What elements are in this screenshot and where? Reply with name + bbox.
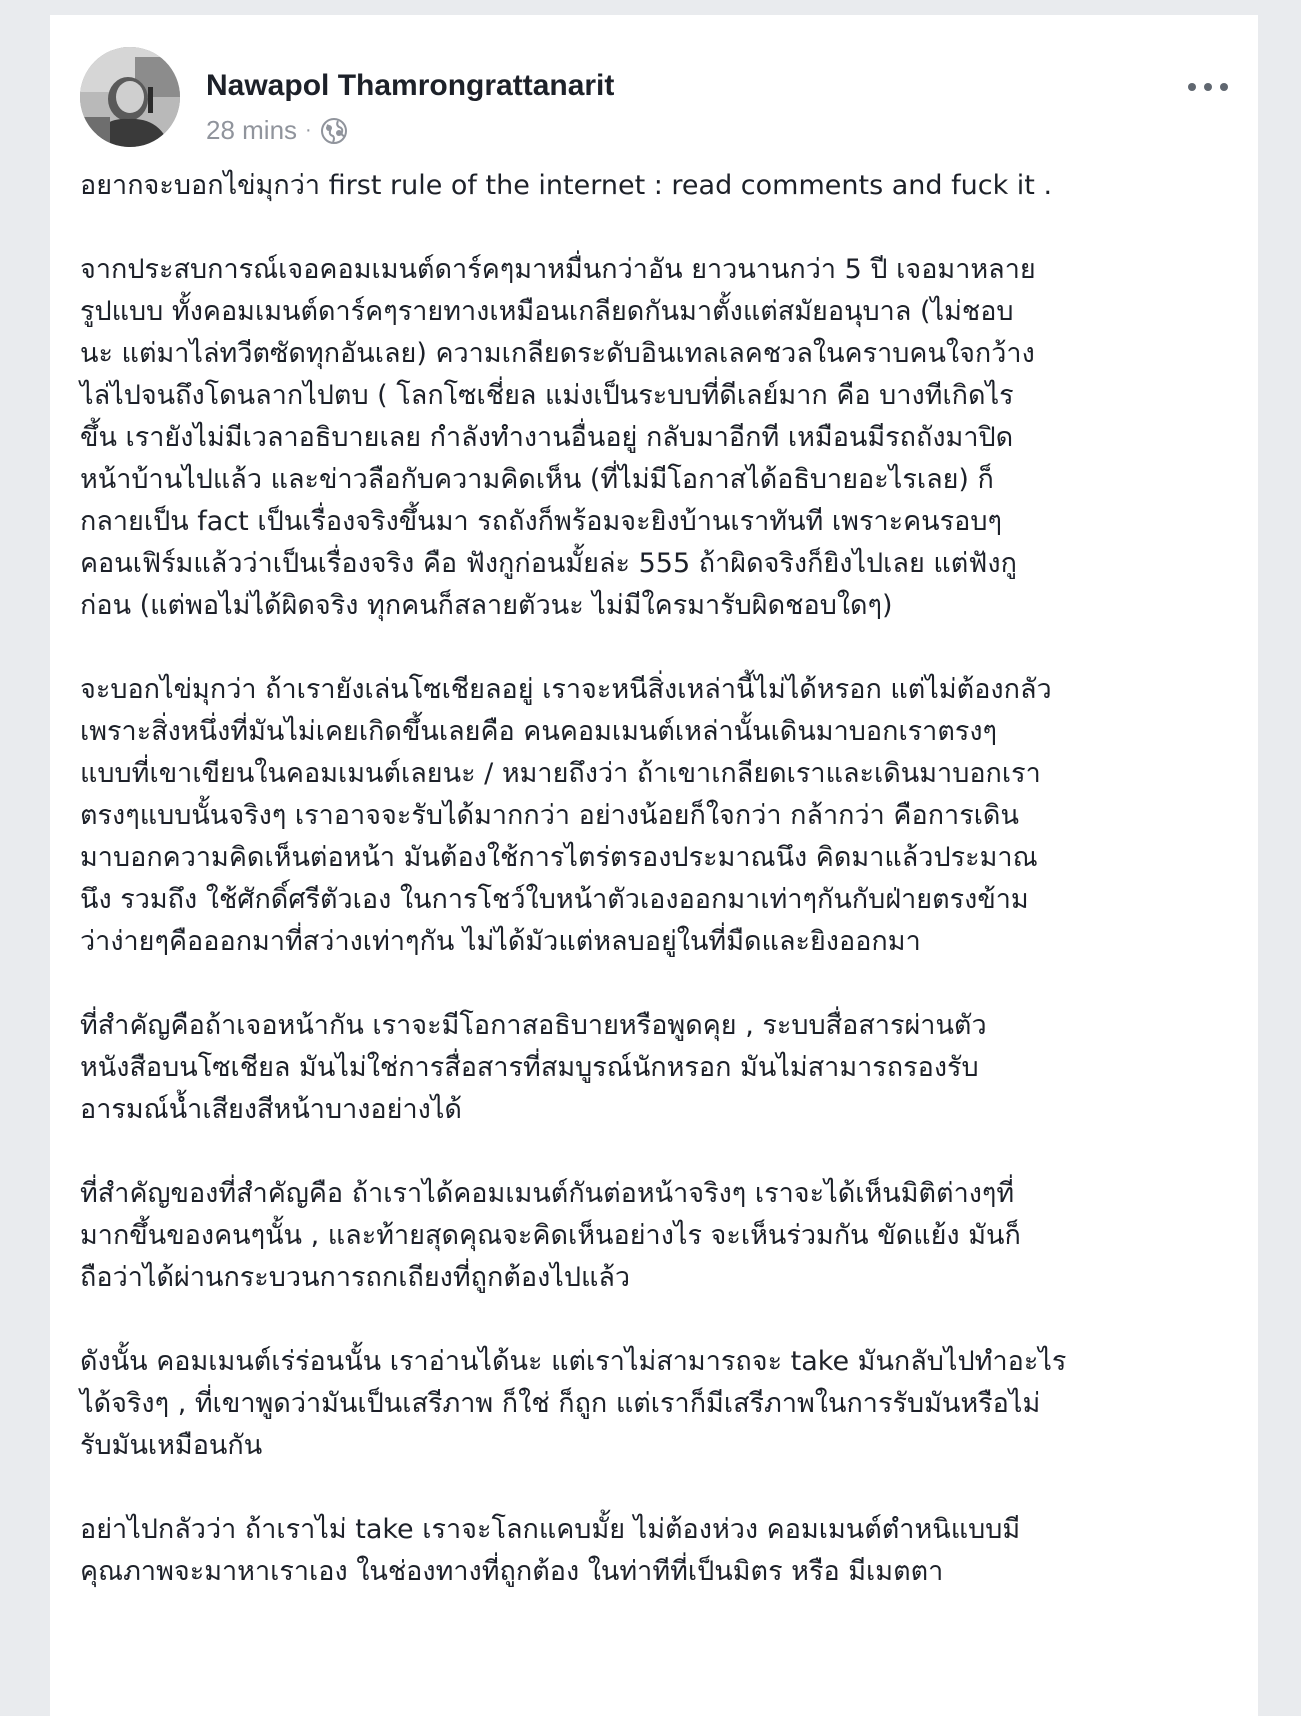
globe-icon[interactable] [320,117,348,145]
post-paragraph: ที่สำคัญคือถ้าเจอหน้ากัน เราจะมีโอกาสอธิบายหรือพูดคุย , ระบบสื่อสารผ่านตัว หนังสือบนโซเชียล มันไม่ใช่การสื่อสารที่สมบูรณ์นักหรอก มันไม่สามารถรองรับ อารมณ์น้ำเสียงสีหน้าบางอย่างได้ [80,1010,987,1125]
ellipsis-icon[interactable] [1188,77,1228,97]
post-card [50,15,1258,1716]
post-timestamp[interactable]: 28 mins [206,115,298,145]
author-avatar[interactable] [80,47,180,147]
post-paragraph: อยากจะบอกไข่มุกว่า first rule of the internet : read comments and fuck it . [80,170,1053,201]
post-paragraph: อย่าไปกลัวว่า ถ้าเราไม่ take เราจะโลกแคบมั้ย ไม่ต้องห่วง คอมเมนต์ตำหนิแบบมี คุณภาพจะมาหาเราเอง ในช่องทางที่ถูกต้อง ในท่าทีที่เป็นมิตร หรือ มีเมตตา [80,1514,1021,1587]
post-paragraph: ที่สำคัญของที่สำคัญคือ ถ้าเราได้คอมเมนต์กันต่อหน้าจริงๆ เราจะได้เห็นมิติต่างๆที่ มากขึ้นของคนๆนั้น , และท้ายสุดคุณจะคิดเห็นอย่างไร จะเห็นร่วมกัน ขัดแย้ง มันก็ ถือว่าได้ผ่านกระบวนการถกเถียงที่ถูกต้องไปแล้ว [80,1178,1021,1293]
author-name[interactable]: Nawapol Thamrongrattanarit [206,69,615,102]
post-body [80,165,1230,1593]
ellipsis-dot [1220,83,1228,91]
post-paragraph: จากประสบการณ์เจอคอมเมนต์ดาร์คๆมาหมื่นกว่าอัน ยาวนานกว่า 5 ปี เจอมาหลาย รูปแบบ ทั้งคอมเมนต์ดาร์คๆรายทางเหมือนเกลียดกันมาตั้งแต่สมัยอนุบาล (ไม่ชอบ นะ แต่มาไล่ทวีตซัดทุกอันเลย) ความเกลียดระดับอินเทลเลคชวลในคราบคนใจกว้าง ไล่ไปจนถึงโดนลากไปตบ ( โลกโซเชี่ยล แม่งเป็นระบบที่ดีเลย์มาก คือ บางทีเกิดไร ขึ้น เรายังไม่มีเวลาอธิบายเลย กำลังทำงานอื่นอยู่ กลับมาอีกที เหมือนมีรถถังมาปิด หน้าบ้านไปแล้ว และข่าวลือกับความคิดเห็น (ที่ไม่มีโอกาสได้อธิบายอะไรเลย) ก็ กลายเป็น fact เป็นเรื่องจริงขึ้นมา รถถังก็พร้อมจะยิงบ้านเราทันที เพราะคนรอบๆ คอนเฟิร์มแล้วว่าเป็นเรื่องจริง คือ ฟังกูก่อนมั้ยล่ะ 555 ถ้าผิดจริงก็ยิงไปเลย แต่ฟังกู ก่อน (แต่พอไม่ได้ผิดจริง ทุกคนก็สลายตัวนะ ไม่มีใครมารับผิดชอบใดๆ) [80,254,1036,621]
post-meta [206,115,348,146]
ellipsis-dot [1204,83,1212,91]
post-paragraph: ดังนั้น คอมเมนต์เร่ร่อนนั้น เราอ่านได้นะ แต่เราไม่สามารถจะ take มันกลับไปทำอะไร ได้จริงๆ , ที่เขาพูดว่ามันเป็นเสรีภาพ ก็ใช่ ก็ถูก แต่เราก็มีเสรีภาพในการรับมันหรือไม่ รับมันเหมือนกัน [80,1346,1067,1461]
post-paragraph: จะบอกไข่มุกว่า ถ้าเรายังเล่นโซเชียลอยู่ เราจะหนีสิ่งเหล่านี้ไม่ได้หรอก แต่ไม่ต้องกลัว เพราะสิ่งหนึ่งที่มันไม่เคยเกิดขึ้นเลยคือ คนคอมเมนต์เหล่านั้นเดินมาบอกเราตรงๆ แบบที่เขาเขียนในคอมเมนต์เลยนะ / หมายถึงว่า ถ้าเขาเกลียดเราและเดินมาบอกเรา ตรงๆแบบนั้นจริงๆ เราอาจจะรับได้มากกว่า อย่างน้อยก็ใจกว่า กล้ากว่า คือการเดิน มาบอกความคิดเห็นต่อหน้า มันต้องใช้การไตร่ตรองประมาณนึง คิดมาแล้วประมาณ นึง รวมถึง ใช้ศักดิ์ศรีตัวเอง ในการโชว์ใบหน้าตัวเองออกมาเท่าๆกันกับฝ่ายตรงข้าม ว่าง่ายๆคือออกมาที่สว่างเท่าๆกัน ไม่ได้มัวแต่หลบอยู่ในที่มืดและยิงออกมา [80,674,1052,957]
post-header [80,47,1228,147]
avatar-photo [80,47,180,147]
meta-separator: · [305,119,312,141]
ellipsis-dot [1188,83,1196,91]
